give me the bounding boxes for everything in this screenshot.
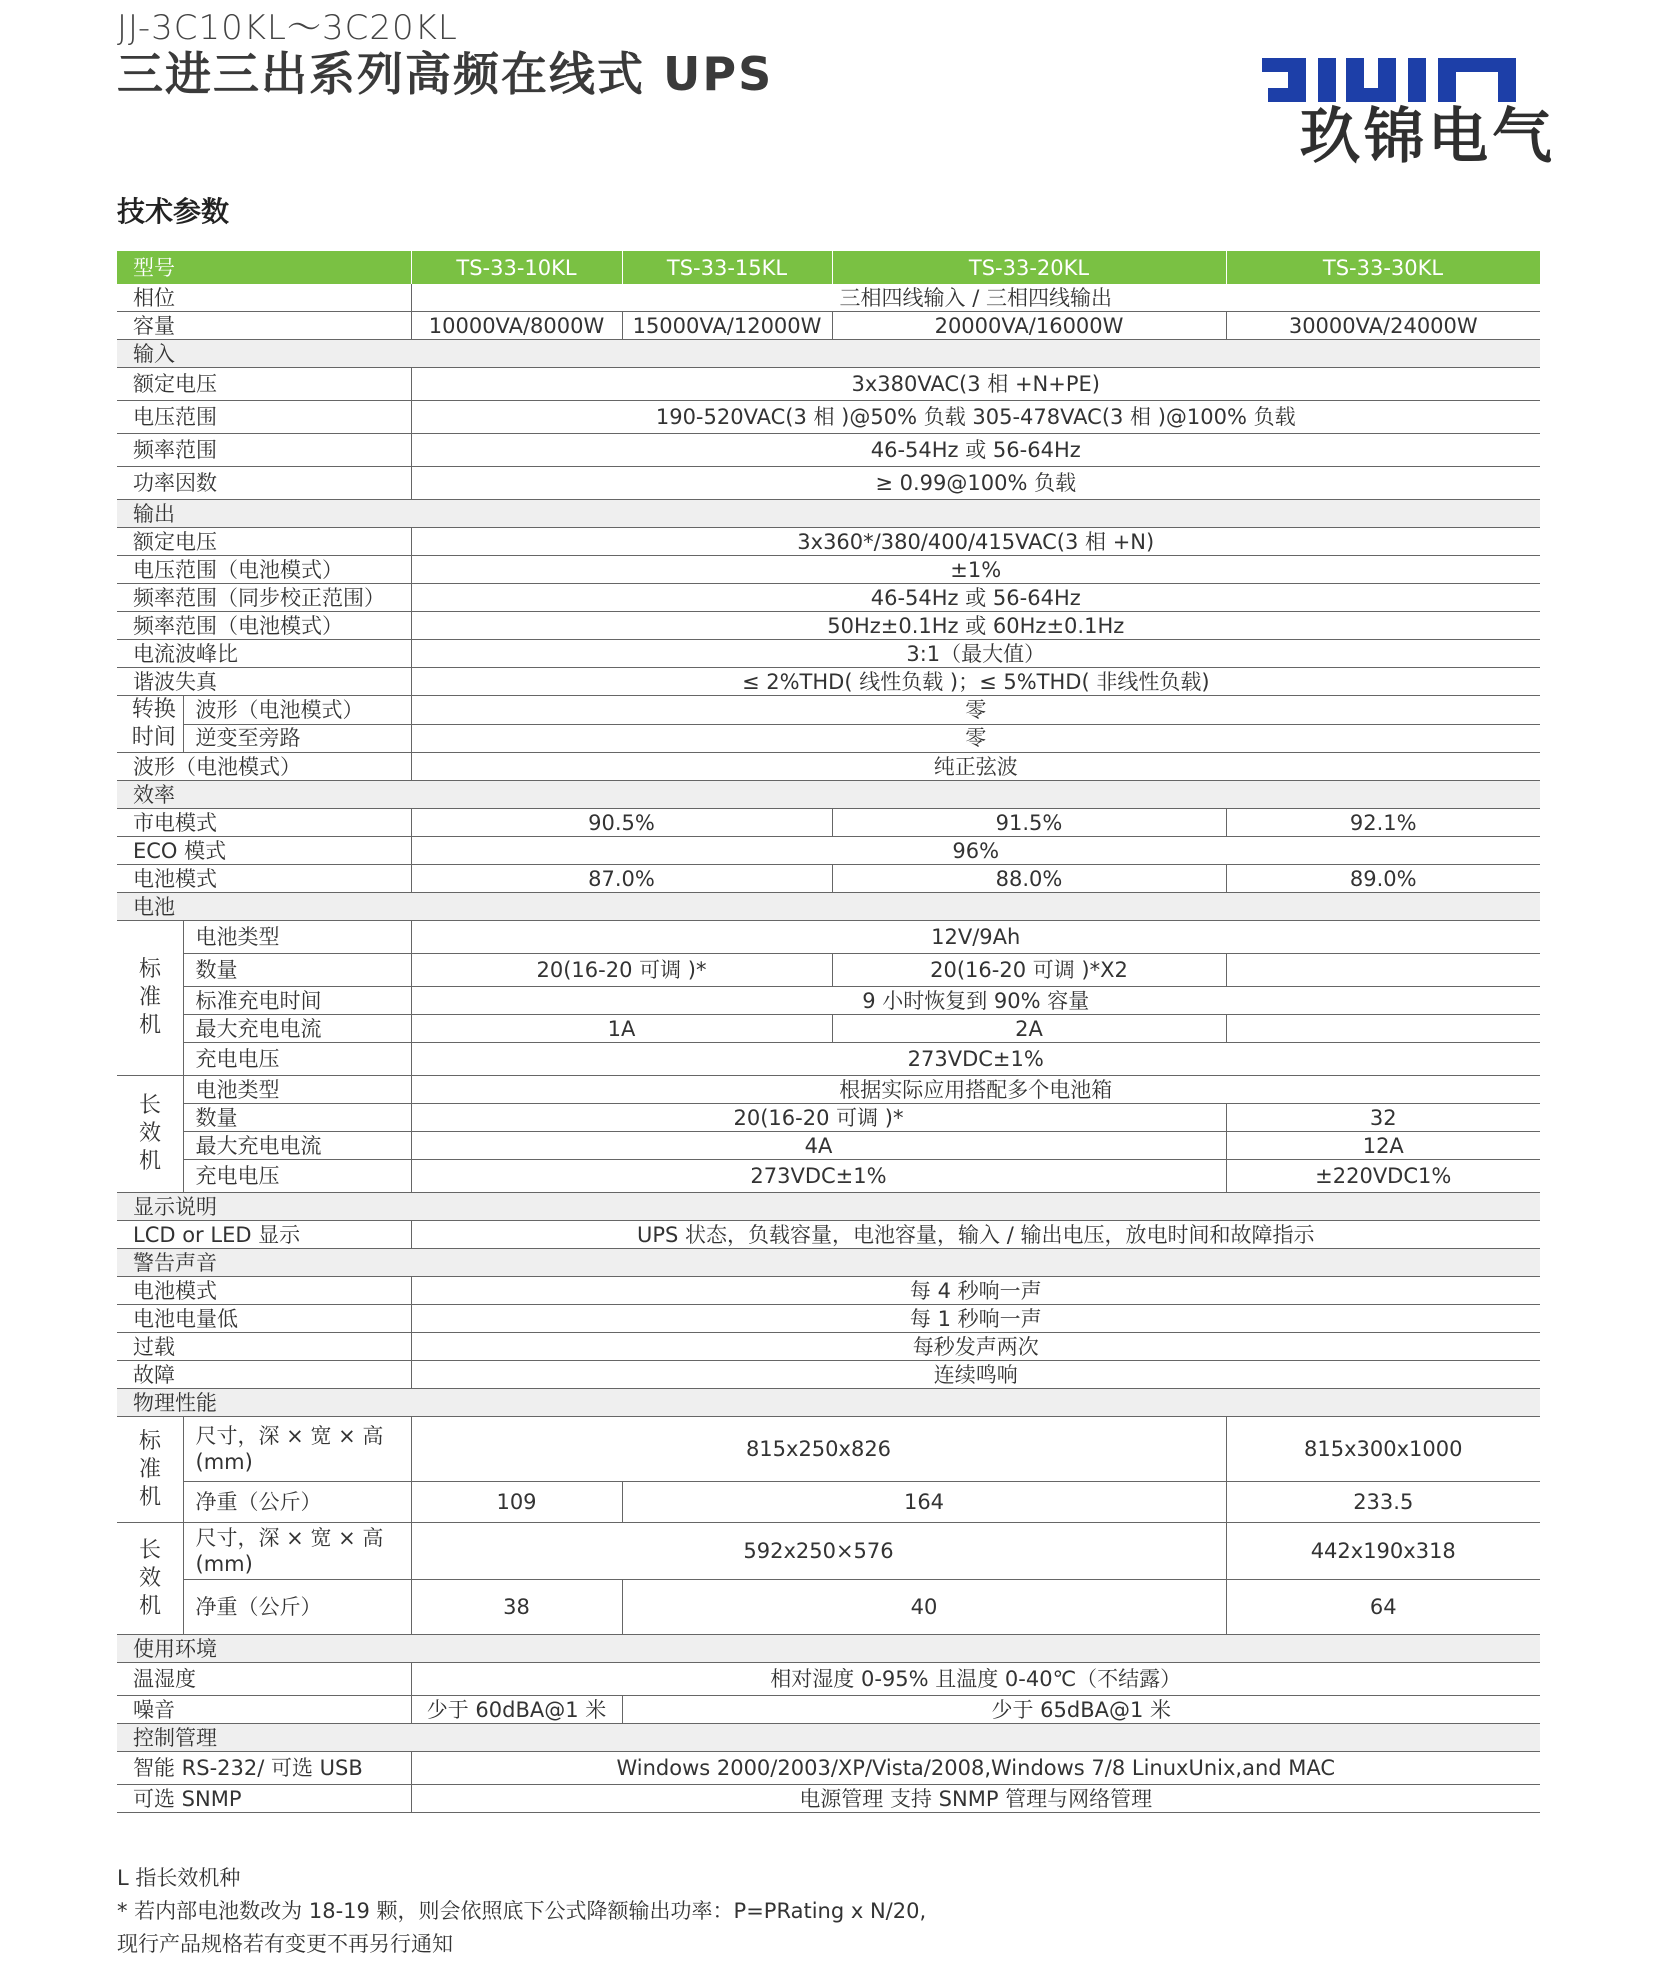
footnote: * 若内部电池数改为 18-19 颗，则会依照底下公式降额输出功率：P=PRating x N/20, xyxy=(117,1899,927,1923)
table-row xyxy=(117,556,1540,584)
row-value: 87.0% xyxy=(411,865,832,893)
row-value: UPS 状态，负载容量，电池容量，输入 / 输出电压，放电时间和故障指示 xyxy=(411,1221,1540,1249)
row-value: ≤ 2%THD( 线性负载 )；≤ 5%THD( 非线性负载) xyxy=(411,668,1540,696)
section-label: 输入 xyxy=(117,340,1540,368)
table-row xyxy=(117,1305,1540,1333)
table-row xyxy=(117,865,1540,893)
section-row xyxy=(117,1389,1540,1417)
row-value: 91.5% xyxy=(832,809,1226,837)
row-value: 每 1 秒响一声 xyxy=(411,1305,1540,1333)
row-value: 273VDC±1% xyxy=(411,1043,1540,1076)
row-label: 标准充电时间 xyxy=(183,987,411,1015)
row-value: ±1% xyxy=(411,556,1540,584)
spec-table xyxy=(117,251,1541,1813)
row-value: 2A xyxy=(832,1015,1226,1043)
table-row xyxy=(117,612,1540,640)
row-value: 815x250x826 xyxy=(411,1417,1226,1482)
table-row xyxy=(117,1580,1540,1635)
row-value: 零 xyxy=(411,696,1540,725)
footnote: 现行产品规格若有变更不再另行通知 xyxy=(117,1932,453,1956)
section-label: 使用环境 xyxy=(117,1635,1540,1663)
row-value: 少于 65dBA@1 米 xyxy=(622,1696,1540,1724)
row-value: 15000VA/12000W xyxy=(622,312,832,340)
row-label: 净重（公斤） xyxy=(183,1482,411,1523)
row-value: 三相四线输入 / 三相四线输出 xyxy=(411,284,1540,312)
row-value: 20(16-20 可调 )* xyxy=(411,954,832,987)
section-label: 输出 xyxy=(117,500,1540,528)
section-row xyxy=(117,893,1540,921)
row-value: 164 xyxy=(622,1482,1226,1523)
row-label: 数量 xyxy=(183,954,411,987)
section-label: 警告声音 xyxy=(117,1249,1540,1277)
row-value: 连续鸣响 xyxy=(411,1361,1540,1389)
table-row xyxy=(117,1043,1540,1076)
brand-name: 玖锦电气 xyxy=(1300,102,1556,172)
row-value: ±220VDC1% xyxy=(1226,1160,1540,1193)
row-label: 波形（电池模式） xyxy=(183,696,411,725)
table-row xyxy=(117,753,1540,781)
row-label: 电流波峰比 xyxy=(117,640,411,668)
row-label: 过载 xyxy=(117,1333,411,1361)
row-value: 109 xyxy=(411,1482,622,1523)
table-row xyxy=(117,1015,1540,1043)
row-label: 波形（电池模式） xyxy=(117,753,411,781)
section-label: 电池 xyxy=(117,893,1540,921)
row-value: 190-520VAC(3 相 )@50% 负载 305-478VAC(3 相 )@100% 负载 xyxy=(411,401,1540,434)
row-value: 4A xyxy=(411,1132,1226,1160)
row-label: 频率范围 xyxy=(117,434,411,467)
header-model: TS-33-30KL xyxy=(1226,251,1540,284)
row-label: 电压范围（电池模式） xyxy=(117,556,411,584)
table-row xyxy=(117,1752,1540,1785)
table-row xyxy=(117,809,1540,837)
row-label: 电压范围 xyxy=(117,401,411,434)
row-value: 3:1（最大值） xyxy=(411,640,1540,668)
row-value: 每秒发声两次 xyxy=(411,1333,1540,1361)
row-label: 故障 xyxy=(117,1361,411,1389)
row-label: 最大充电电流 xyxy=(183,1132,411,1160)
row-label: 电池类型 xyxy=(183,921,411,954)
table-row xyxy=(117,1277,1540,1305)
row-label: 功率因数 xyxy=(117,467,411,500)
standard-model-label: 标准机 xyxy=(117,1417,183,1523)
table-row xyxy=(117,368,1540,401)
row-value: 纯正弦波 xyxy=(411,753,1540,781)
row-label: 噪音 xyxy=(117,1696,411,1724)
row-value-empty xyxy=(1226,954,1540,987)
section-label: 显示说明 xyxy=(117,1193,1540,1221)
row-value: 根据实际应用搭配多个电池箱 xyxy=(411,1076,1540,1104)
table-header-row xyxy=(117,251,1540,284)
row-value: 89.0% xyxy=(1226,865,1540,893)
section-row xyxy=(117,340,1540,368)
row-label: 逆变至旁路 xyxy=(183,724,411,753)
row-label: 额定电压 xyxy=(117,368,411,401)
header-model: TS-33-15KL xyxy=(622,251,832,284)
table-row xyxy=(117,1696,1540,1724)
row-value: 442x190x318 xyxy=(1226,1523,1540,1580)
table-row xyxy=(117,1160,1540,1193)
row-value: 10000VA/8000W xyxy=(411,312,622,340)
table-row xyxy=(117,1361,1540,1389)
table-row xyxy=(117,1663,1540,1696)
row-value: 1A xyxy=(411,1015,832,1043)
table-row xyxy=(117,401,1540,434)
row-value: 20(16-20 可调 )*X2 xyxy=(832,954,1226,987)
footnote: L 指长效机种 xyxy=(117,1866,241,1890)
row-value: ≥ 0.99@100% 负载 xyxy=(411,467,1540,500)
row-value: 20000VA/16000W xyxy=(832,312,1226,340)
row-value: 90.5% xyxy=(411,809,832,837)
table-row xyxy=(117,1076,1540,1104)
table-row xyxy=(117,312,1540,340)
table-row xyxy=(117,640,1540,668)
row-value: 32 xyxy=(1226,1104,1540,1132)
row-label: 最大充电电流 xyxy=(183,1015,411,1043)
row-label: 可选 SNMP xyxy=(117,1785,411,1813)
row-value: 相对湿度 0-95% 且温度 0-40℃（不结露） xyxy=(411,1663,1540,1696)
row-value: 88.0% xyxy=(832,865,1226,893)
table-row xyxy=(117,724,1540,753)
table-row xyxy=(117,1221,1540,1249)
row-label: 温湿度 xyxy=(117,1663,411,1696)
row-value: 815x300x1000 xyxy=(1226,1417,1540,1482)
header-model: TS-33-10KL xyxy=(411,251,622,284)
row-value: 96% xyxy=(411,837,1540,865)
table-row xyxy=(117,528,1540,556)
row-value: 592x250×576 xyxy=(411,1523,1226,1580)
row-value: 9 小时恢复到 90% 容量 xyxy=(411,987,1540,1015)
row-label: 尺寸，深 × 宽 × 高(mm) xyxy=(183,1417,411,1482)
row-value: 12V/9Ah xyxy=(411,921,1540,954)
row-label: 容量 xyxy=(117,312,411,340)
row-label: 数量 xyxy=(183,1104,411,1132)
row-value: 20(16-20 可调 )* xyxy=(411,1104,1226,1132)
long-model-label: 长效机 xyxy=(117,1523,183,1635)
transfer-time-label: 转换时间 xyxy=(117,696,183,753)
table-row xyxy=(117,1333,1540,1361)
row-value: 3x380VAC(3 相 +N+PE) xyxy=(411,368,1540,401)
row-label: 电池模式 xyxy=(117,1277,411,1305)
row-label: 相位 xyxy=(117,284,411,312)
section-title: 技术参数 xyxy=(117,195,230,228)
table-row xyxy=(117,696,1540,725)
table-row xyxy=(117,1132,1540,1160)
section-row xyxy=(117,1635,1540,1663)
row-label: 电池模式 xyxy=(117,865,411,893)
row-label: 电池类型 xyxy=(183,1076,411,1104)
table-row xyxy=(117,987,1540,1015)
row-label: 额定电压 xyxy=(117,528,411,556)
row-value: 92.1% xyxy=(1226,809,1540,837)
header-type: 型号 xyxy=(117,251,411,284)
row-label: 频率范围（同步校正范围） xyxy=(117,584,411,612)
page-title: 三进三出系列高频在线式 UPS xyxy=(117,47,774,101)
row-label: 充电电压 xyxy=(183,1043,411,1076)
row-label: 尺寸，深 × 宽 × 高(mm) xyxy=(183,1523,411,1580)
row-value: 64 xyxy=(1226,1580,1540,1635)
section-row xyxy=(117,500,1540,528)
row-value: 少于 60dBA@1 米 xyxy=(411,1696,622,1724)
table-row xyxy=(117,954,1540,987)
row-value: 46-54Hz 或 56-64Hz xyxy=(411,434,1540,467)
row-value: 38 xyxy=(411,1580,622,1635)
row-value: Windows 2000/2003/XP/Vista/2008,Windows 7/8 LinuxUnix,and MAC xyxy=(411,1752,1540,1785)
table-row xyxy=(117,284,1540,312)
model-range: JJ-3C10KL～3C20KL xyxy=(117,8,458,48)
table-row xyxy=(117,1482,1540,1523)
row-value-empty xyxy=(1226,1015,1540,1043)
row-value: 233.5 xyxy=(1226,1482,1540,1523)
row-label: 智能 RS-232/ 可选 USB xyxy=(117,1752,411,1785)
row-value: 273VDC±1% xyxy=(411,1160,1226,1193)
table-row xyxy=(117,434,1540,467)
row-label: 净重（公斤） xyxy=(183,1580,411,1635)
table-row xyxy=(117,837,1540,865)
footnotes xyxy=(117,1862,926,1961)
row-label: LCD or LED 显示 xyxy=(117,1221,411,1249)
table-row xyxy=(117,1417,1540,1482)
table-row xyxy=(117,668,1540,696)
row-label: 频率范围（电池模式） xyxy=(117,612,411,640)
long-model-label: 长效机 xyxy=(117,1076,183,1193)
section-row xyxy=(117,1249,1540,1277)
section-label: 控制管理 xyxy=(117,1724,1540,1752)
table-row xyxy=(117,1104,1540,1132)
row-value: 50Hz±0.1Hz 或 60Hz±0.1Hz xyxy=(411,612,1540,640)
header-model: TS-33-20KL xyxy=(832,251,1226,284)
row-value: 46-54Hz 或 56-64Hz xyxy=(411,584,1540,612)
section-label: 效率 xyxy=(117,781,1540,809)
row-label: ECO 模式 xyxy=(117,837,411,865)
table-row xyxy=(117,1523,1540,1580)
section-row xyxy=(117,1724,1540,1752)
table-row xyxy=(117,584,1540,612)
section-row xyxy=(117,781,1540,809)
section-row xyxy=(117,1193,1540,1221)
row-value: 每 4 秒响一声 xyxy=(411,1277,1540,1305)
row-value: 电源管理 支持 SNMP 管理与网络管理 xyxy=(411,1785,1540,1813)
row-value: 12A xyxy=(1226,1132,1540,1160)
row-value: 零 xyxy=(411,724,1540,753)
table-row xyxy=(117,1785,1540,1813)
standard-model-label: 标准机 xyxy=(117,921,183,1076)
section-label: 物理性能 xyxy=(117,1389,1540,1417)
row-value: 3x360*/380/400/415VAC(3 相 +N) xyxy=(411,528,1540,556)
row-label: 市电模式 xyxy=(117,809,411,837)
table-row xyxy=(117,921,1540,954)
row-value: 30000VA/24000W xyxy=(1226,312,1540,340)
row-label: 电池电量低 xyxy=(117,1305,411,1333)
jijin-logo-icon xyxy=(1262,50,1552,110)
row-label: 充电电压 xyxy=(183,1160,411,1193)
table-row xyxy=(117,467,1540,500)
row-label: 谐波失真 xyxy=(117,668,411,696)
row-value: 40 xyxy=(622,1580,1226,1635)
